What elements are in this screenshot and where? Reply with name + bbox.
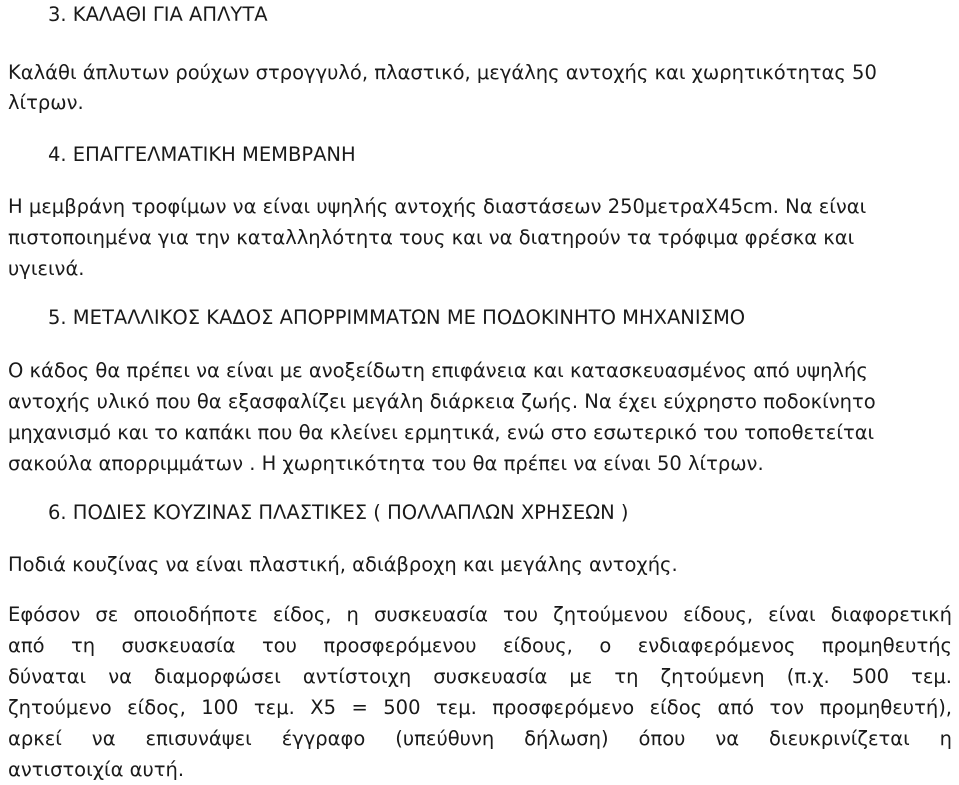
- closing-line-3: δύναται να διαμορφώσει αντίστοιχη συσκευασία με τη ζητούμενη (π.χ. 500 τεμ.: [8, 665, 952, 688]
- section-5-line-1: Ο κάδος θα πρέπει να είναι με ανοξείδωτη επιφάνεια και κατασκευασμένος από υψηλής: [8, 359, 868, 382]
- section-4-line-2: πιστοποιημένα για την καταλληλότητα τους και να διατηρούν τα τρόφιμα φρέσκα και: [8, 226, 855, 249]
- section-6-line-1: Ποδιά κουζίνας να είναι πλαστική, αδιάβροχη και μεγάλης αντοχής.: [8, 553, 678, 576]
- closing-line-4: ζητούμενο είδος, 100 τεμ. Χ5 = 500 τεμ. προσφερόμενο είδος από τον προμηθευτή),: [8, 696, 952, 719]
- closing-line-6: αντιστοιχία αυτή.: [8, 758, 185, 781]
- closing-line-2: από τη συσκευασία του προσφερόμενου είδους, ο ενδιαφερόμενος προμηθευτής: [8, 634, 952, 657]
- section-4-line-3: υγιεινά.: [8, 257, 85, 280]
- section-4-line-1: Η μεμβράνη τροφίμων να είναι υψηλής αντοχής διαστάσεων 250μετραΧ45cm. Να είναι: [8, 195, 867, 218]
- closing-line-5: αρκεί να επισυνάψει έγγραφο (υπεύθυνη δήλωση) όπου να διευκρινίζεται η: [8, 727, 952, 750]
- closing-line-1: Εφόσον σε οποιοδήποτε είδος, η συσκευασία του ζητούμενου είδους, είναι διαφορετική: [8, 603, 952, 626]
- section-3-heading: 3. ΚΑΛΑΘΙ ΓΙΑ ΑΠΛΥΤΑ: [48, 3, 268, 26]
- section-5-line-3: μηχανισμό και το καπάκι που θα κλείνει ερμητικά, ενώ στο εσωτερικό του τοποθετείται: [8, 421, 875, 444]
- section-5-line-4: σακούλα απορριμμάτων . Η χωρητικότητα του θα πρέπει να είναι 50 λίτρων.: [8, 452, 764, 475]
- section-3-line-1: Καλάθι άπλυτων ρούχων στρογγυλό, πλαστικό, μεγάλης αντοχής και χωρητικότητας 50: [8, 61, 877, 84]
- section-6-heading: 6. ΠΟΔΙΕΣ ΚΟΥΖΙΝΑΣ ΠΛΑΣΤΙΚΕΣ ( ΠΟΛΛΑΠΛΩΝ ΧΡΗΣΕΩΝ ): [48, 501, 629, 524]
- section-5-line-2: αντοχής υλικό που θα εξασφαλίζει μεγάλη διάρκεια ζωής. Να έχει εύχρηστο ποδοκίνητο: [8, 390, 876, 413]
- section-3-line-2: λίτρων.: [8, 91, 84, 114]
- section-5-heading: 5. ΜΕΤΑΛΛΙΚΟΣ ΚΑΔΟΣ ΑΠΟΡΡΙΜΜΑΤΩΝ ΜΕ ΠΟΔΟΚΙΝΗΤΟ ΜΗΧΑΝΙΣΜΟ: [48, 306, 746, 329]
- section-4-heading: 4. ΕΠΑΓΓΕΛΜΑΤΙΚΗ ΜΕΜΒΡΑΝΗ: [48, 143, 356, 166]
